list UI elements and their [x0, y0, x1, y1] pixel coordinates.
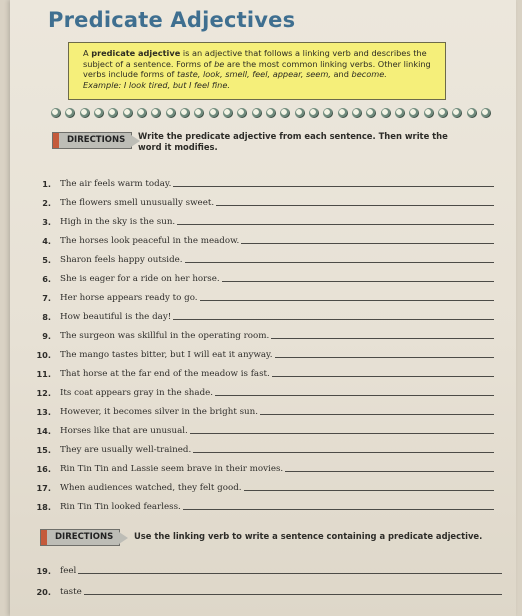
page-title: Predicate Adjectives — [48, 8, 296, 32]
decorative-dot — [209, 108, 219, 118]
definition-example: Example: I look tired, but I feel fine. — [83, 79, 230, 90]
definition-box — [68, 42, 446, 100]
answer-blank[interactable] — [177, 224, 494, 225]
exercise-item — [32, 227, 502, 246]
item-number: 15. — [36, 445, 51, 455]
item-number: 10. — [36, 350, 51, 360]
exercise-item — [32, 474, 502, 493]
answer-blank[interactable] — [216, 205, 494, 206]
answer-blank[interactable] — [260, 414, 494, 415]
definition-line-3: verbs include forms of taste, look, smell, feel, appear, seem, and become. — [83, 69, 387, 80]
answer-blank[interactable] — [185, 262, 494, 263]
item-sentence: How beautiful is the day! — [60, 312, 172, 322]
item-number: 18. — [36, 502, 51, 512]
item-number: 16. — [36, 464, 51, 474]
item-sentence: However, it becomes silver in the bright sun. — [60, 407, 258, 417]
item-number: 4. — [42, 236, 51, 246]
decorative-dot — [409, 108, 419, 118]
answer-blank[interactable] — [272, 376, 494, 377]
decorative-dot — [80, 108, 90, 118]
item-sentence: The air feels warm today. — [60, 179, 172, 189]
definition-line-2: subject of a sentence. Forms of be are the most common linking verbs. Other linking — [83, 58, 431, 69]
decorative-dot — [452, 108, 462, 118]
item-sentence: That horse at the far end of the meadow is fast. — [60, 369, 270, 379]
exercise-item — [32, 493, 502, 512]
definition-line-1: A predicate adjective is an adjective that follows a linking verb and describes the — [83, 48, 427, 58]
item-sentence: The horses look peaceful in the meadow. — [60, 236, 240, 246]
exercise-item — [32, 360, 502, 379]
item-sentence: Rin Tin Tin and Lassie seem brave in their movies. — [60, 464, 284, 474]
decorative-dot — [108, 108, 118, 118]
item-number: 1. — [42, 179, 51, 189]
decorative-dot — [94, 108, 104, 118]
decorative-dot — [194, 108, 204, 118]
item-number: 14. — [36, 426, 51, 436]
item-number: 8. — [42, 312, 51, 322]
exercise-item — [32, 189, 502, 208]
decorative-dot — [180, 108, 190, 118]
item-sentence: The mango tastes bitter, but I will eat it anyway. — [60, 350, 273, 360]
answer-blank[interactable] — [215, 395, 494, 396]
exercise-item — [32, 284, 502, 303]
decorative-dot — [338, 108, 348, 118]
item-sentence: The flowers smell unusually sweet. — [60, 198, 215, 208]
decorative-dot — [252, 108, 262, 118]
answer-blank[interactable] — [222, 281, 494, 282]
decorative-dot — [151, 108, 161, 118]
item-number: 9. — [42, 331, 51, 341]
decorative-dot — [166, 108, 176, 118]
decorative-dot — [295, 108, 305, 118]
item-number: 20. — [36, 587, 51, 597]
decorative-dot — [381, 108, 391, 118]
decorative-dot — [467, 108, 477, 118]
directions-tag-1: DIRECTIONS — [52, 132, 132, 149]
answer-blank[interactable] — [193, 452, 494, 453]
answer-blank[interactable] — [275, 357, 494, 358]
item-sentence: Rin Tin Tin looked fearless. — [60, 502, 181, 512]
decorative-dot — [438, 108, 448, 118]
decorative-dot — [223, 108, 233, 118]
exercise-item — [32, 455, 502, 474]
decorative-dot — [237, 108, 247, 118]
definition-term: predicate adjective — [91, 48, 181, 58]
item-sentence: Sharon feels happy outside. — [60, 255, 183, 265]
answer-blank[interactable] — [173, 186, 494, 187]
decorative-dot — [266, 108, 276, 118]
exercise-item — [32, 208, 502, 227]
exercise-item — [32, 322, 502, 341]
item-number: 12. — [36, 388, 51, 398]
item-number: 19. — [36, 566, 51, 576]
exercise-item — [32, 436, 502, 455]
exercise-item — [32, 379, 502, 398]
item-sentence: Its coat appears gray in the shade. — [60, 388, 214, 398]
worksheet-page — [10, 0, 516, 616]
answer-blank[interactable] — [183, 509, 494, 510]
directions-text-1: Write the predicate adjective from each sentence. Then write the word it modifies. — [138, 131, 448, 152]
decorative-dot — [366, 108, 376, 118]
exercise-item — [32, 246, 502, 265]
item-number: 17. — [36, 483, 51, 493]
item-sentence: Horses like that are unusual. — [60, 426, 188, 436]
item-sentence: taste — [60, 587, 82, 597]
decorative-dot — [123, 108, 133, 118]
exercise-item — [32, 555, 510, 576]
item-sentence: feel — [60, 566, 77, 576]
directions-tag-2: DIRECTIONS — [40, 529, 120, 546]
item-number: 7. — [42, 293, 51, 303]
exercise-item — [32, 417, 502, 436]
item-sentence: The surgeon was skillful in the operating room. — [60, 331, 270, 341]
answer-blank[interactable] — [190, 433, 494, 434]
exercise-item — [32, 576, 510, 597]
exercise-list-2 — [32, 555, 510, 597]
exercise-item — [32, 341, 502, 360]
answer-blank[interactable] — [173, 319, 494, 320]
item-sentence: High in the sky is the sun. — [60, 217, 176, 227]
decorative-dot — [280, 108, 290, 118]
exercise-item — [32, 170, 502, 189]
item-sentence: When audiences watched, they felt good. — [60, 483, 242, 493]
answer-blank[interactable] — [241, 243, 494, 244]
item-sentence: They are usually well-trained. — [60, 445, 192, 455]
item-number: 13. — [36, 407, 51, 417]
exercise-item — [32, 265, 502, 284]
decorative-dot-border — [51, 107, 491, 119]
decorative-dot — [309, 108, 319, 118]
decorative-dot — [395, 108, 405, 118]
exercise-item — [32, 303, 502, 322]
item-number: 2. — [42, 198, 51, 208]
exercise-item — [32, 398, 502, 417]
decorative-dot — [424, 108, 434, 118]
answer-blank[interactable] — [200, 300, 494, 301]
decorative-dot — [481, 108, 491, 118]
decorative-dot — [51, 108, 61, 118]
answer-blank[interactable] — [271, 338, 494, 339]
item-number: 3. — [42, 217, 51, 227]
exercise-list-1 — [32, 170, 502, 512]
item-sentence: She is eager for a ride on her horse. — [60, 274, 220, 284]
item-number: 11. — [36, 369, 51, 379]
item-sentence: Her horse appears ready to go. — [60, 293, 198, 303]
item-number: 5. — [42, 255, 51, 265]
answer-blank[interactable] — [244, 490, 494, 491]
decorative-dot — [352, 108, 362, 118]
directions-text-2: Use the linking verb to write a sentence containing a predicate adjective. — [134, 531, 483, 541]
item-number: 6. — [42, 274, 51, 284]
answer-blank[interactable] — [84, 594, 502, 595]
decorative-dot — [323, 108, 333, 118]
answer-blank[interactable] — [78, 573, 502, 574]
decorative-dot — [137, 108, 147, 118]
decorative-dot — [65, 108, 75, 118]
answer-blank[interactable] — [285, 471, 494, 472]
